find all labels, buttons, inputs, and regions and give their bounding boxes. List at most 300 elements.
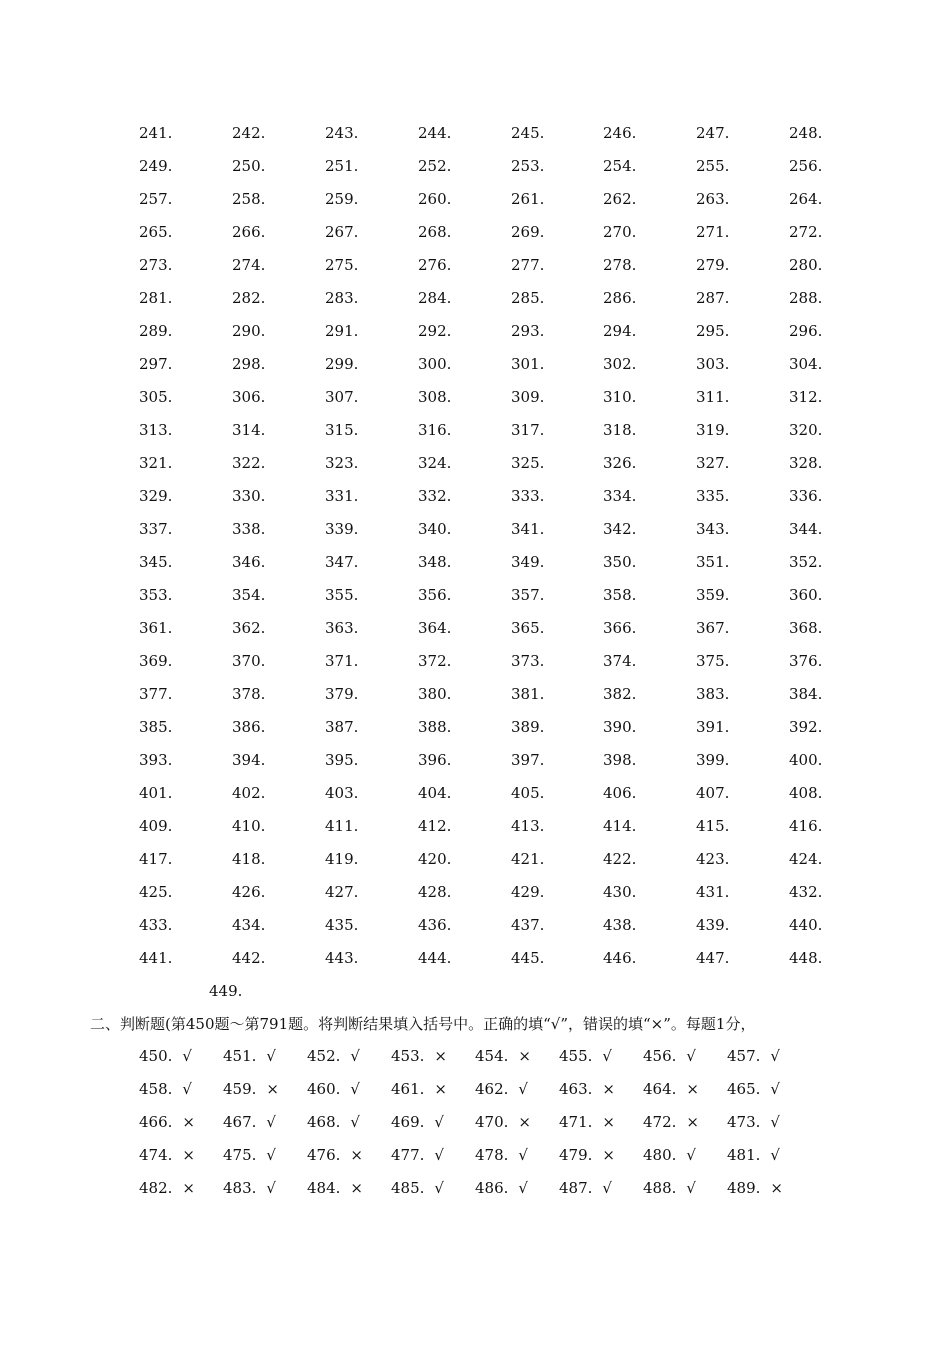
true-false-answer (391, 1113, 444, 1131)
answer-number: 344. (789, 520, 823, 538)
answer-number: 397. (511, 751, 545, 769)
answer-number: 356. (418, 586, 452, 604)
answer-number: 416. (789, 817, 823, 835)
answer-number: 349. (511, 553, 545, 571)
answer-number: 249. (139, 157, 173, 175)
answer-number: 418. (232, 850, 266, 868)
true-false-answer (391, 1047, 447, 1065)
true-false-answer (475, 1113, 531, 1131)
answer-number: 260. (418, 190, 452, 208)
question-number: 489. (727, 1179, 761, 1197)
check-mark: √ (686, 1179, 696, 1197)
answer-number: 361. (139, 619, 173, 637)
question-number: 470. (475, 1113, 509, 1131)
answer-number: 420. (418, 850, 452, 868)
answer-number: 289. (139, 322, 173, 340)
answer-number: 311. (696, 388, 730, 406)
answer-number: 351. (696, 553, 730, 571)
answer-number: 444. (418, 949, 452, 967)
answer-number: 284. (418, 289, 452, 307)
true-false-answer (727, 1047, 780, 1065)
answer-number-last: 449. (209, 982, 243, 1000)
question-number: 459. (223, 1080, 257, 1098)
question-number: 482. (139, 1179, 173, 1197)
answer-number: 417. (139, 850, 173, 868)
answer-number: 281. (139, 289, 173, 307)
answer-number: 392. (789, 718, 823, 736)
answer-number: 265. (139, 223, 173, 241)
true-false-answer (643, 1146, 696, 1164)
answer-number: 275. (325, 256, 359, 274)
answer-number: 338. (232, 520, 266, 538)
answer-number: 400. (789, 751, 823, 769)
true-false-answer (559, 1047, 612, 1065)
answer-number: 294. (603, 322, 637, 340)
answer-number: 279. (696, 256, 730, 274)
check-mark: √ (518, 1179, 528, 1197)
answer-number: 404. (418, 784, 452, 802)
check-mark: √ (266, 1113, 276, 1131)
answer-number: 384. (789, 685, 823, 703)
answer-number: 409. (139, 817, 173, 835)
answer-number: 427. (325, 883, 359, 901)
answer-number: 441. (139, 949, 173, 967)
answer-number: 360. (789, 586, 823, 604)
answer-number: 362. (232, 619, 266, 637)
answer-number: 385. (139, 718, 173, 736)
answer-number: 270. (603, 223, 637, 241)
answer-number: 433. (139, 916, 173, 934)
answer-number: 422. (603, 850, 637, 868)
answer-number: 282. (232, 289, 266, 307)
question-number: 467. (223, 1113, 257, 1131)
check-mark: √ (770, 1113, 780, 1131)
answer-number: 268. (418, 223, 452, 241)
answer-number: 263. (696, 190, 730, 208)
answer-number: 300. (418, 355, 452, 373)
answer-number: 350. (603, 553, 637, 571)
true-false-answer (643, 1080, 699, 1098)
question-number: 455. (559, 1047, 593, 1065)
answer-number: 333. (511, 487, 545, 505)
answer-number: 328. (789, 454, 823, 472)
answer-number: 303. (696, 355, 730, 373)
answer-number: 310. (603, 388, 637, 406)
answer-number: 375. (696, 652, 730, 670)
answer-number: 277. (511, 256, 545, 274)
true-false-answer (391, 1146, 444, 1164)
answer-number: 357. (511, 586, 545, 604)
answer-number: 343. (696, 520, 730, 538)
answer-number: 448. (789, 949, 823, 967)
answer-number: 286. (603, 289, 637, 307)
question-number: 487. (559, 1179, 593, 1197)
answer-number: 291. (325, 322, 359, 340)
question-number: 457. (727, 1047, 761, 1065)
answer-number: 407. (696, 784, 730, 802)
answer-number: 355. (325, 586, 359, 604)
answer-number: 408. (789, 784, 823, 802)
answer-number: 434. (232, 916, 266, 934)
answer-number: 248. (789, 124, 823, 142)
check-mark: √ (602, 1047, 612, 1065)
answer-number: 274. (232, 256, 266, 274)
cross-mark: × (182, 1113, 195, 1131)
answer-number: 341. (511, 520, 545, 538)
answer-number: 255. (696, 157, 730, 175)
answer-number: 312. (789, 388, 823, 406)
answer-number: 264. (789, 190, 823, 208)
check-mark: √ (350, 1080, 360, 1098)
answer-number: 316. (418, 421, 452, 439)
answer-number: 276. (418, 256, 452, 274)
answer-number: 413. (511, 817, 545, 835)
answer-number: 388. (418, 718, 452, 736)
answer-number: 318. (603, 421, 637, 439)
check-mark: √ (266, 1146, 276, 1164)
answer-number: 346. (232, 553, 266, 571)
answer-number: 399. (696, 751, 730, 769)
answer-number: 295. (696, 322, 730, 340)
question-number: 456. (643, 1047, 677, 1065)
true-false-answer (139, 1047, 192, 1065)
answer-number: 419. (325, 850, 359, 868)
answer-number: 386. (232, 718, 266, 736)
answer-number: 401. (139, 784, 173, 802)
check-mark: √ (770, 1146, 780, 1164)
question-number: 453. (391, 1047, 425, 1065)
true-false-answer (139, 1146, 195, 1164)
answer-number: 273. (139, 256, 173, 274)
answer-number: 369. (139, 652, 173, 670)
answer-number: 306. (232, 388, 266, 406)
answer-number: 443. (325, 949, 359, 967)
answer-number: 410. (232, 817, 266, 835)
answer-number: 372. (418, 652, 452, 670)
check-mark: √ (182, 1080, 192, 1098)
answer-number: 395. (325, 751, 359, 769)
true-false-answer (559, 1113, 615, 1131)
answer-number: 296. (789, 322, 823, 340)
answer-number: 353. (139, 586, 173, 604)
answer-number: 259. (325, 190, 359, 208)
answer-number: 325. (511, 454, 545, 472)
true-false-answer (139, 1113, 195, 1131)
answer-number: 359. (696, 586, 730, 604)
cross-mark: × (182, 1179, 195, 1197)
answer-number: 246. (603, 124, 637, 142)
answer-number: 247. (696, 124, 730, 142)
question-number: 478. (475, 1146, 509, 1164)
check-mark: √ (266, 1179, 276, 1197)
true-false-answer (727, 1080, 780, 1098)
answer-number: 352. (789, 553, 823, 571)
true-false-answer (559, 1080, 615, 1098)
answer-number: 383. (696, 685, 730, 703)
answer-number: 250. (232, 157, 266, 175)
answer-number: 378. (232, 685, 266, 703)
question-number: 463. (559, 1080, 593, 1098)
cross-mark: × (602, 1113, 615, 1131)
answer-number: 440. (789, 916, 823, 934)
answer-number: 320. (789, 421, 823, 439)
question-number: 471. (559, 1113, 593, 1131)
answer-number: 308. (418, 388, 452, 406)
cross-mark: × (686, 1080, 699, 1098)
cross-mark: × (602, 1080, 615, 1098)
answer-number: 326. (603, 454, 637, 472)
answer-number: 261. (511, 190, 545, 208)
answer-number: 439. (696, 916, 730, 934)
answer-number: 285. (511, 289, 545, 307)
answer-number: 371. (325, 652, 359, 670)
true-false-answer (223, 1047, 276, 1065)
true-false-answer (475, 1146, 528, 1164)
check-mark: √ (350, 1113, 360, 1131)
cross-mark: × (350, 1179, 363, 1197)
true-false-answer (223, 1080, 279, 1098)
question-number: 461. (391, 1080, 425, 1098)
answer-number: 345. (139, 553, 173, 571)
answer-number: 340. (418, 520, 452, 538)
answer-number: 398. (603, 751, 637, 769)
true-false-answer (391, 1179, 444, 1197)
answer-number: 297. (139, 355, 173, 373)
section-two-heading: 二、判断题(第450题～第791题。将判断结果填入括号中。正确的填“√”，错误的填“×”。每题1分， (90, 1015, 756, 1033)
question-number: 472. (643, 1113, 677, 1131)
answer-number: 242. (232, 124, 266, 142)
answer-number: 280. (789, 256, 823, 274)
check-mark: √ (182, 1047, 192, 1065)
question-number: 488. (643, 1179, 677, 1197)
cross-mark: × (686, 1113, 699, 1131)
answer-number: 447. (696, 949, 730, 967)
question-number: 464. (643, 1080, 677, 1098)
answer-number: 415. (696, 817, 730, 835)
question-number: 462. (475, 1080, 509, 1098)
answer-number: 307. (325, 388, 359, 406)
answer-number: 313. (139, 421, 173, 439)
answer-number: 426. (232, 883, 266, 901)
question-number: 451. (223, 1047, 257, 1065)
answer-number: 380. (418, 685, 452, 703)
answer-number: 258. (232, 190, 266, 208)
check-mark: √ (686, 1146, 696, 1164)
true-false-answer (391, 1080, 447, 1098)
answer-number: 299. (325, 355, 359, 373)
answer-number: 330. (232, 487, 266, 505)
answer-number: 377. (139, 685, 173, 703)
check-mark: √ (350, 1047, 360, 1065)
answer-number: 374. (603, 652, 637, 670)
true-false-answer (223, 1146, 276, 1164)
true-false-answer (139, 1080, 192, 1098)
answer-number: 389. (511, 718, 545, 736)
cross-mark: × (434, 1080, 447, 1098)
cross-mark: × (266, 1080, 279, 1098)
answer-number: 266. (232, 223, 266, 241)
cross-mark: × (602, 1146, 615, 1164)
answer-number: 243. (325, 124, 359, 142)
question-number: 483. (223, 1179, 257, 1197)
answer-number: 323. (325, 454, 359, 472)
check-mark: √ (518, 1080, 528, 1098)
question-number: 465. (727, 1080, 761, 1098)
answer-number: 428. (418, 883, 452, 901)
answer-number: 405. (511, 784, 545, 802)
answer-number: 358. (603, 586, 637, 604)
answer-number: 302. (603, 355, 637, 373)
answer-number: 322. (232, 454, 266, 472)
answer-number: 425. (139, 883, 173, 901)
answer-number: 390. (603, 718, 637, 736)
true-false-answer (307, 1146, 363, 1164)
answer-number: 348. (418, 553, 452, 571)
question-number: 479. (559, 1146, 593, 1164)
true-false-answer (727, 1146, 780, 1164)
question-number: 475. (223, 1146, 257, 1164)
question-number: 480. (643, 1146, 677, 1164)
true-false-answer (475, 1179, 528, 1197)
true-false-answer (643, 1047, 696, 1065)
answer-number: 327. (696, 454, 730, 472)
check-mark: √ (686, 1047, 696, 1065)
answer-number: 376. (789, 652, 823, 670)
true-false-answer (643, 1113, 699, 1131)
answer-number: 438. (603, 916, 637, 934)
check-mark: √ (434, 1146, 444, 1164)
answer-number: 321. (139, 454, 173, 472)
answer-number: 387. (325, 718, 359, 736)
answer-number: 445. (511, 949, 545, 967)
answer-number: 431. (696, 883, 730, 901)
answer-number: 304. (789, 355, 823, 373)
answer-number: 262. (603, 190, 637, 208)
answer-number: 335. (696, 487, 730, 505)
answer-number: 324. (418, 454, 452, 472)
answer-number: 342. (603, 520, 637, 538)
true-false-answer (727, 1113, 780, 1131)
answer-number: 298. (232, 355, 266, 373)
answer-number: 331. (325, 487, 359, 505)
answer-number: 382. (603, 685, 637, 703)
answer-number: 251. (325, 157, 359, 175)
check-mark: √ (602, 1179, 612, 1197)
true-false-answer (475, 1080, 528, 1098)
answer-number: 288. (789, 289, 823, 307)
true-false-answer (643, 1179, 696, 1197)
true-false-answer (559, 1146, 615, 1164)
question-number: 450. (139, 1047, 173, 1065)
answer-number: 253. (511, 157, 545, 175)
cross-mark: × (518, 1113, 531, 1131)
answer-number: 283. (325, 289, 359, 307)
answer-number: 402. (232, 784, 266, 802)
answer-number: 393. (139, 751, 173, 769)
answer-number: 332. (418, 487, 452, 505)
question-number: 469. (391, 1113, 425, 1131)
true-false-answer (307, 1179, 363, 1197)
check-mark: √ (434, 1179, 444, 1197)
answer-number: 411. (325, 817, 359, 835)
answer-number: 272. (789, 223, 823, 241)
answer-number: 347. (325, 553, 359, 571)
answer-number: 271. (696, 223, 730, 241)
question-number: 485. (391, 1179, 425, 1197)
check-mark: √ (434, 1113, 444, 1131)
answer-number: 241. (139, 124, 173, 142)
answer-number: 366. (603, 619, 637, 637)
answer-number: 437. (511, 916, 545, 934)
answer-number: 365. (511, 619, 545, 637)
answer-number: 290. (232, 322, 266, 340)
answer-number: 432. (789, 883, 823, 901)
cross-mark: × (518, 1047, 531, 1065)
question-number: 473. (727, 1113, 761, 1131)
answer-number: 336. (789, 487, 823, 505)
answer-number: 391. (696, 718, 730, 736)
answer-number: 435. (325, 916, 359, 934)
true-false-answer (139, 1179, 195, 1197)
answer-number: 287. (696, 289, 730, 307)
answer-number: 254. (603, 157, 637, 175)
answer-number: 364. (418, 619, 452, 637)
question-number: 484. (307, 1179, 341, 1197)
answer-number: 267. (325, 223, 359, 241)
answer-number: 278. (603, 256, 637, 274)
answer-number: 381. (511, 685, 545, 703)
cross-mark: × (434, 1047, 447, 1065)
answer-number: 244. (418, 124, 452, 142)
answer-number: 317. (511, 421, 545, 439)
question-number: 460. (307, 1080, 341, 1098)
answer-number: 421. (511, 850, 545, 868)
answer-number: 396. (418, 751, 452, 769)
answer-number: 394. (232, 751, 266, 769)
answer-number: 329. (139, 487, 173, 505)
answer-number: 314. (232, 421, 266, 439)
question-number: 454. (475, 1047, 509, 1065)
answer-number: 379. (325, 685, 359, 703)
answer-number: 368. (789, 619, 823, 637)
true-false-answer (307, 1080, 360, 1098)
cross-mark: × (770, 1179, 783, 1197)
answer-number: 412. (418, 817, 452, 835)
answer-number: 367. (696, 619, 730, 637)
answer-number: 292. (418, 322, 452, 340)
answer-number: 363. (325, 619, 359, 637)
answer-number: 406. (603, 784, 637, 802)
answer-number: 423. (696, 850, 730, 868)
true-false-answer (475, 1047, 531, 1065)
answer-number: 403. (325, 784, 359, 802)
question-number: 474. (139, 1146, 173, 1164)
answer-number: 315. (325, 421, 359, 439)
answer-number: 424. (789, 850, 823, 868)
answer-number: 245. (511, 124, 545, 142)
answer-number: 373. (511, 652, 545, 670)
answer-number: 252. (418, 157, 452, 175)
answer-number: 414. (603, 817, 637, 835)
true-false-answer (307, 1113, 360, 1131)
cross-mark: × (350, 1146, 363, 1164)
answer-number: 442. (232, 949, 266, 967)
answer-number: 319. (696, 421, 730, 439)
answer-number: 257. (139, 190, 173, 208)
answer-number: 309. (511, 388, 545, 406)
answer-number: 305. (139, 388, 173, 406)
question-number: 481. (727, 1146, 761, 1164)
